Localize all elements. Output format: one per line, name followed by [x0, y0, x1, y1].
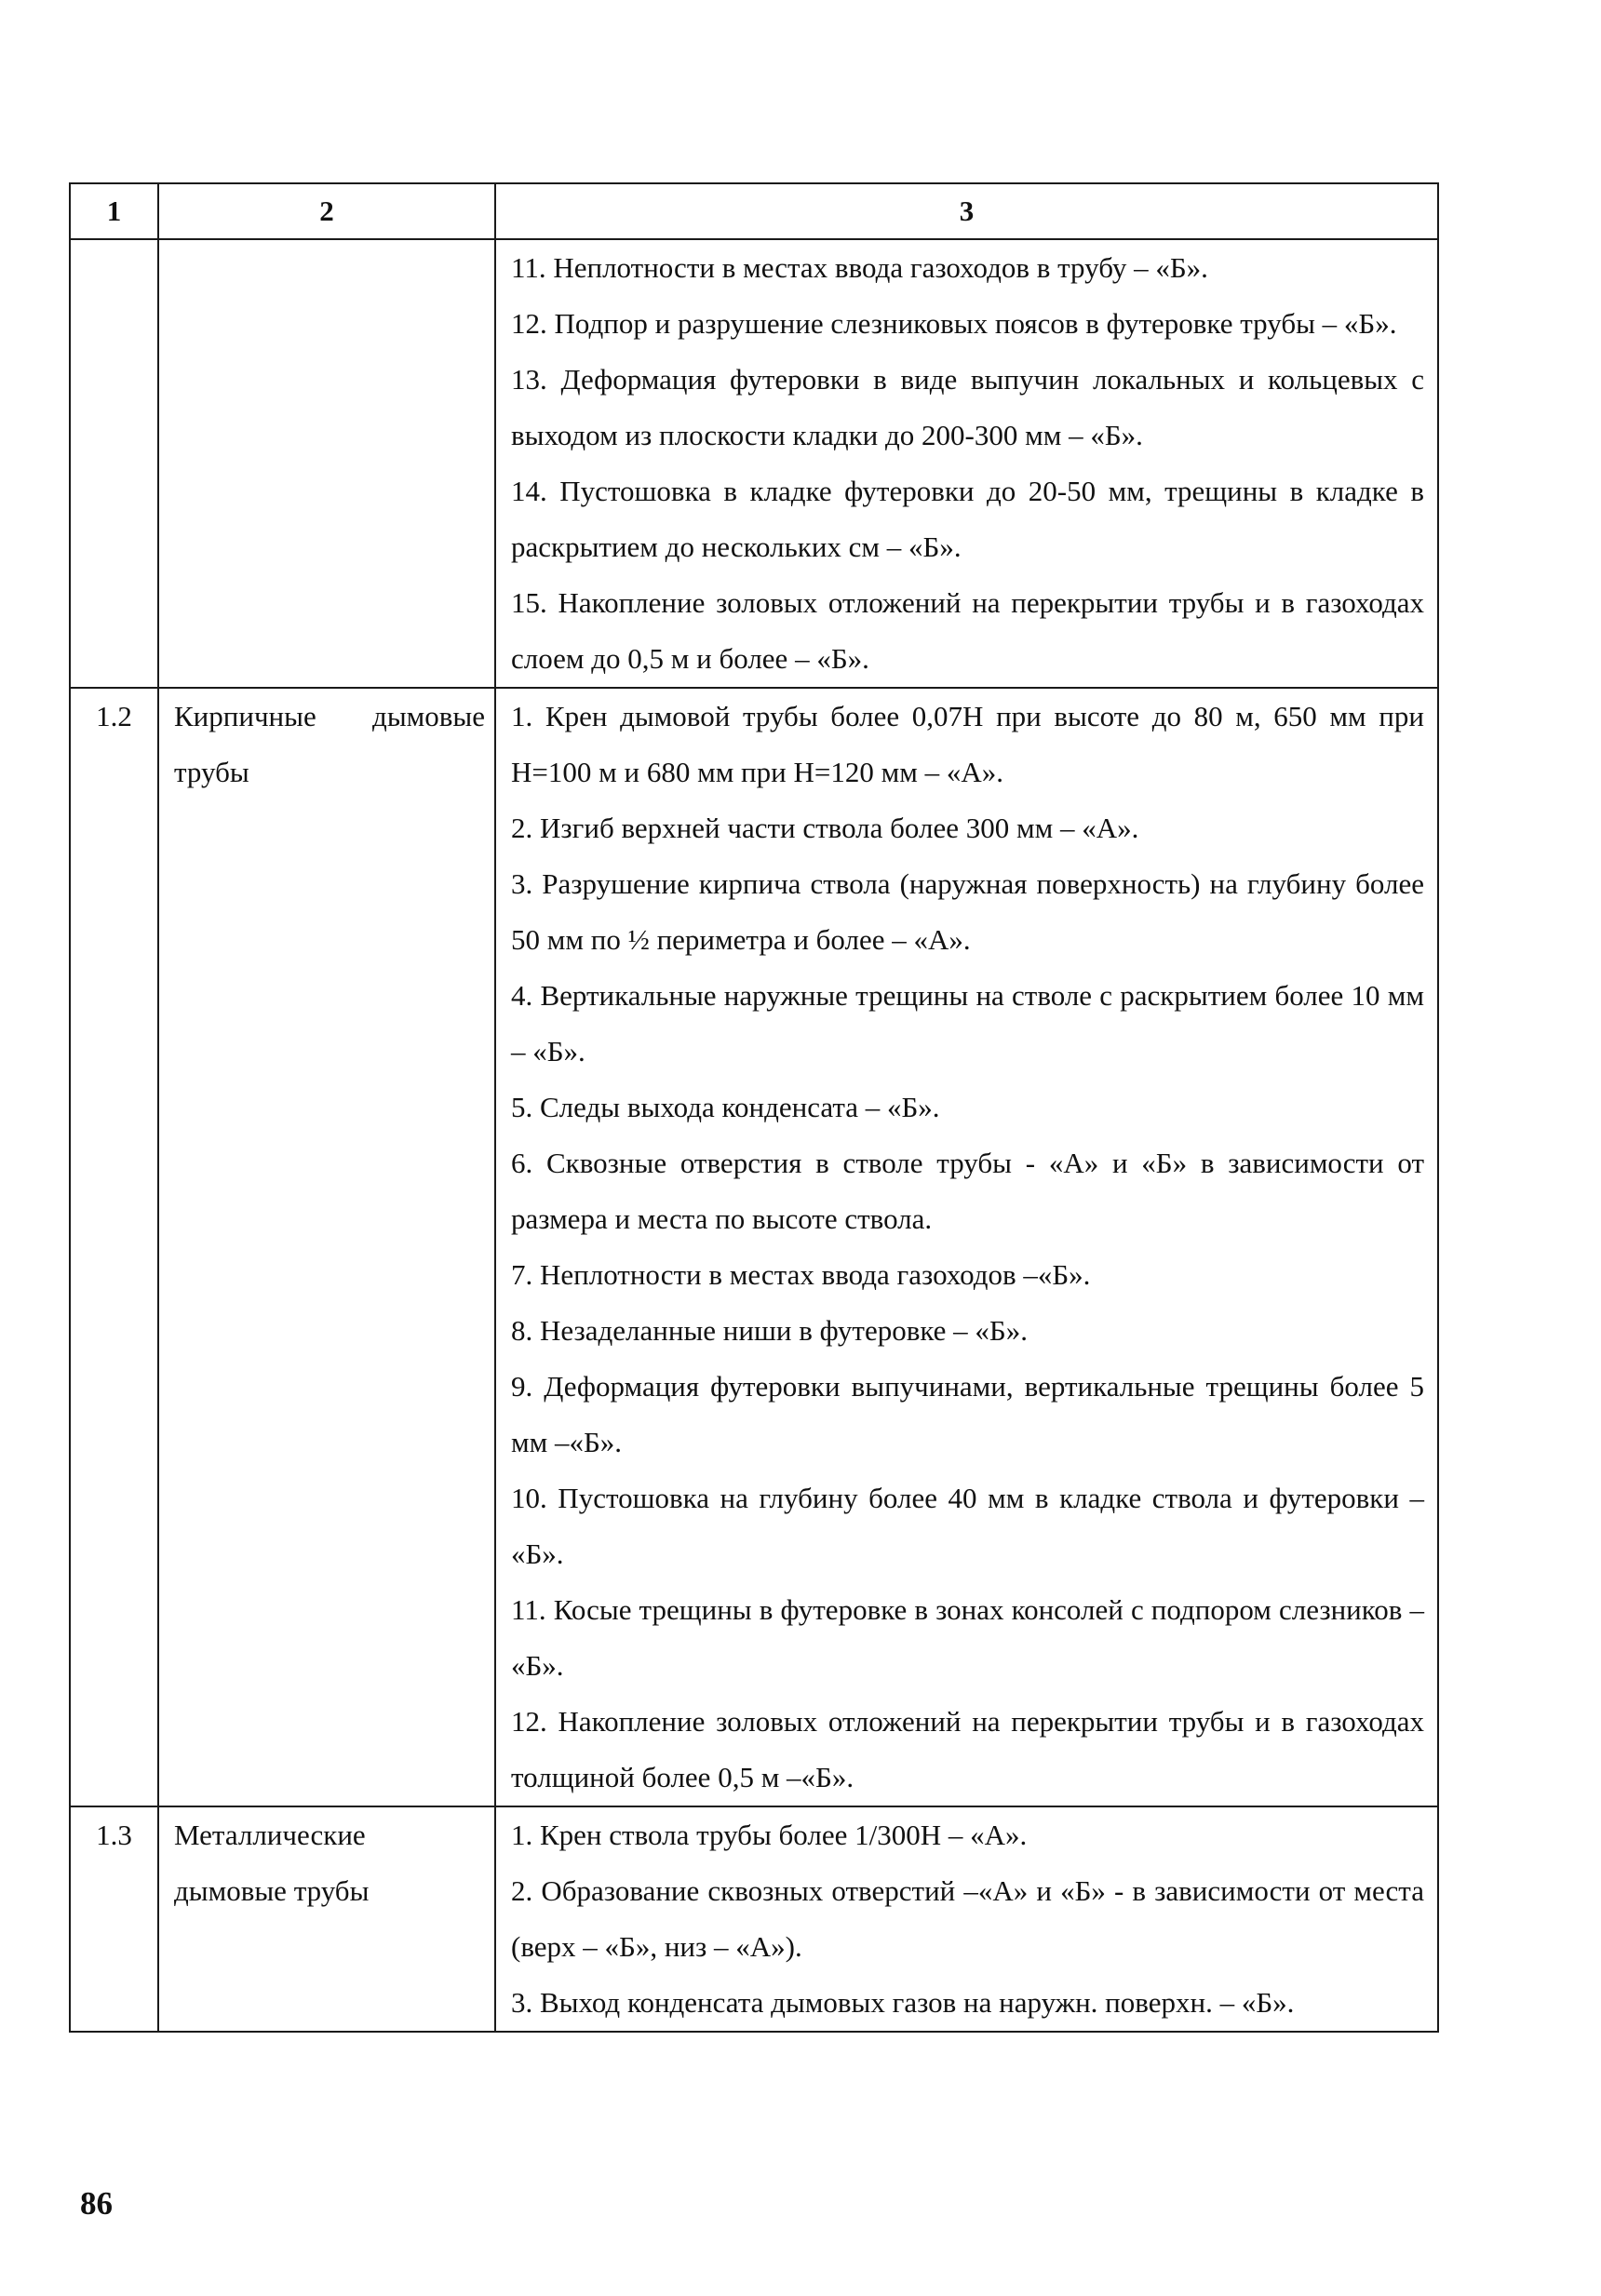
header-col-3: 3 [495, 183, 1438, 239]
defect-item: 1. Крен дымовой трубы более 0,07Н при высоте до 80 м, 650 мм при Н=100 м и 680 мм при Н=120 мм – «А». [511, 700, 1424, 788]
structure-name: Кирпичные дымовые трубы [158, 688, 495, 1806]
row-number: 1.2 [70, 688, 158, 1806]
defects-table [69, 182, 1439, 2033]
header-col-1: 1 [70, 183, 158, 239]
defect-item: 15. Накопление золовых отложений на перекрытии трубы и в газоходах слоем до 0,5 м и более – «Б». [511, 586, 1424, 675]
header-col-2: 2 [158, 183, 495, 239]
defect-item: 13. Деформация футеровки в виде выпучин локальных и кольцевых с выходом из плоскости кладки до 200-300 мм – «Б». [511, 363, 1424, 451]
table-header-row [70, 183, 1438, 239]
defects-list [495, 239, 1438, 688]
defect-item: 10. Пустошовка на глубину более 40 мм в кладке ствола и футеровки – «Б». [511, 1482, 1424, 1570]
defect-item: 9. Деформация футеровки выпучинами, вертикальные трещины более 5 мм –«Б». [511, 1370, 1424, 1458]
defect-item: 1. Крен ствола трубы более 1/300Н – «А». [511, 1819, 1028, 1851]
structure-name: Металлические дымовые трубы [158, 1806, 495, 2032]
defect-item: 2. Изгиб верхней части ствола более 300 мм – «А». [511, 812, 1139, 844]
defect-item: 2. Образование сквозных отверстий –«А» и «Б» - в зависимости от места (верх – «Б», низ – «А»). [511, 1874, 1424, 1963]
table-row [70, 1806, 1438, 2032]
defect-item: 12. Накопление золовых отложений на перекрытии трубы и в газоходах толщиной более 0,5 м –«Б». [511, 1705, 1424, 1793]
defect-item: 7. Неплотности в местах ввода газоходов –«Б». [511, 1258, 1091, 1291]
table-row [70, 688, 1438, 1806]
defects-list [495, 688, 1438, 1806]
defect-item: 11. Косые трещины в футеровке в зонах консолей с подпором слезников – «Б». [511, 1593, 1424, 1682]
row-number: 1.3 [70, 1806, 158, 2032]
defect-item: 12. Подпор и разрушение слезниковых поясов в футеровке трубы – «Б». [511, 307, 1397, 340]
defects-list [495, 1806, 1438, 2032]
row-number [70, 239, 158, 688]
defect-item: 6. Сквозные отверстия в стволе трубы - «А» и «Б» в зависимости от размера и места по высоте ствола. [511, 1147, 1424, 1235]
defect-item: 3. Разрушение кирпича ствола (наружная поверхность) на глубину более 50 мм по ½ периметра и более – «А». [511, 867, 1424, 956]
defect-item: 3. Выход конденсата дымовых газов на наружн. поверхн. – «Б». [511, 1986, 1295, 2019]
defect-item: 11. Неплотности в местах ввода газоходов в трубу – «Б». [511, 251, 1208, 284]
defect-item: 4. Вертикальные наружные трещины на стволе с раскрытием более 10 мм – «Б». [511, 979, 1424, 1067]
structure-name [158, 239, 495, 688]
defect-item: 5. Следы выхода конденсата – «Б». [511, 1091, 940, 1123]
table-row [70, 239, 1438, 688]
page-number: 86 [80, 2185, 113, 2222]
defect-item: 8. Незаделанные ниши в футеровке – «Б». [511, 1314, 1028, 1347]
defect-item: 14. Пустошовка в кладке футеровки до 20-50 мм, трещины в кладке в раскрытием до нескольких см – «Б». [511, 475, 1424, 563]
